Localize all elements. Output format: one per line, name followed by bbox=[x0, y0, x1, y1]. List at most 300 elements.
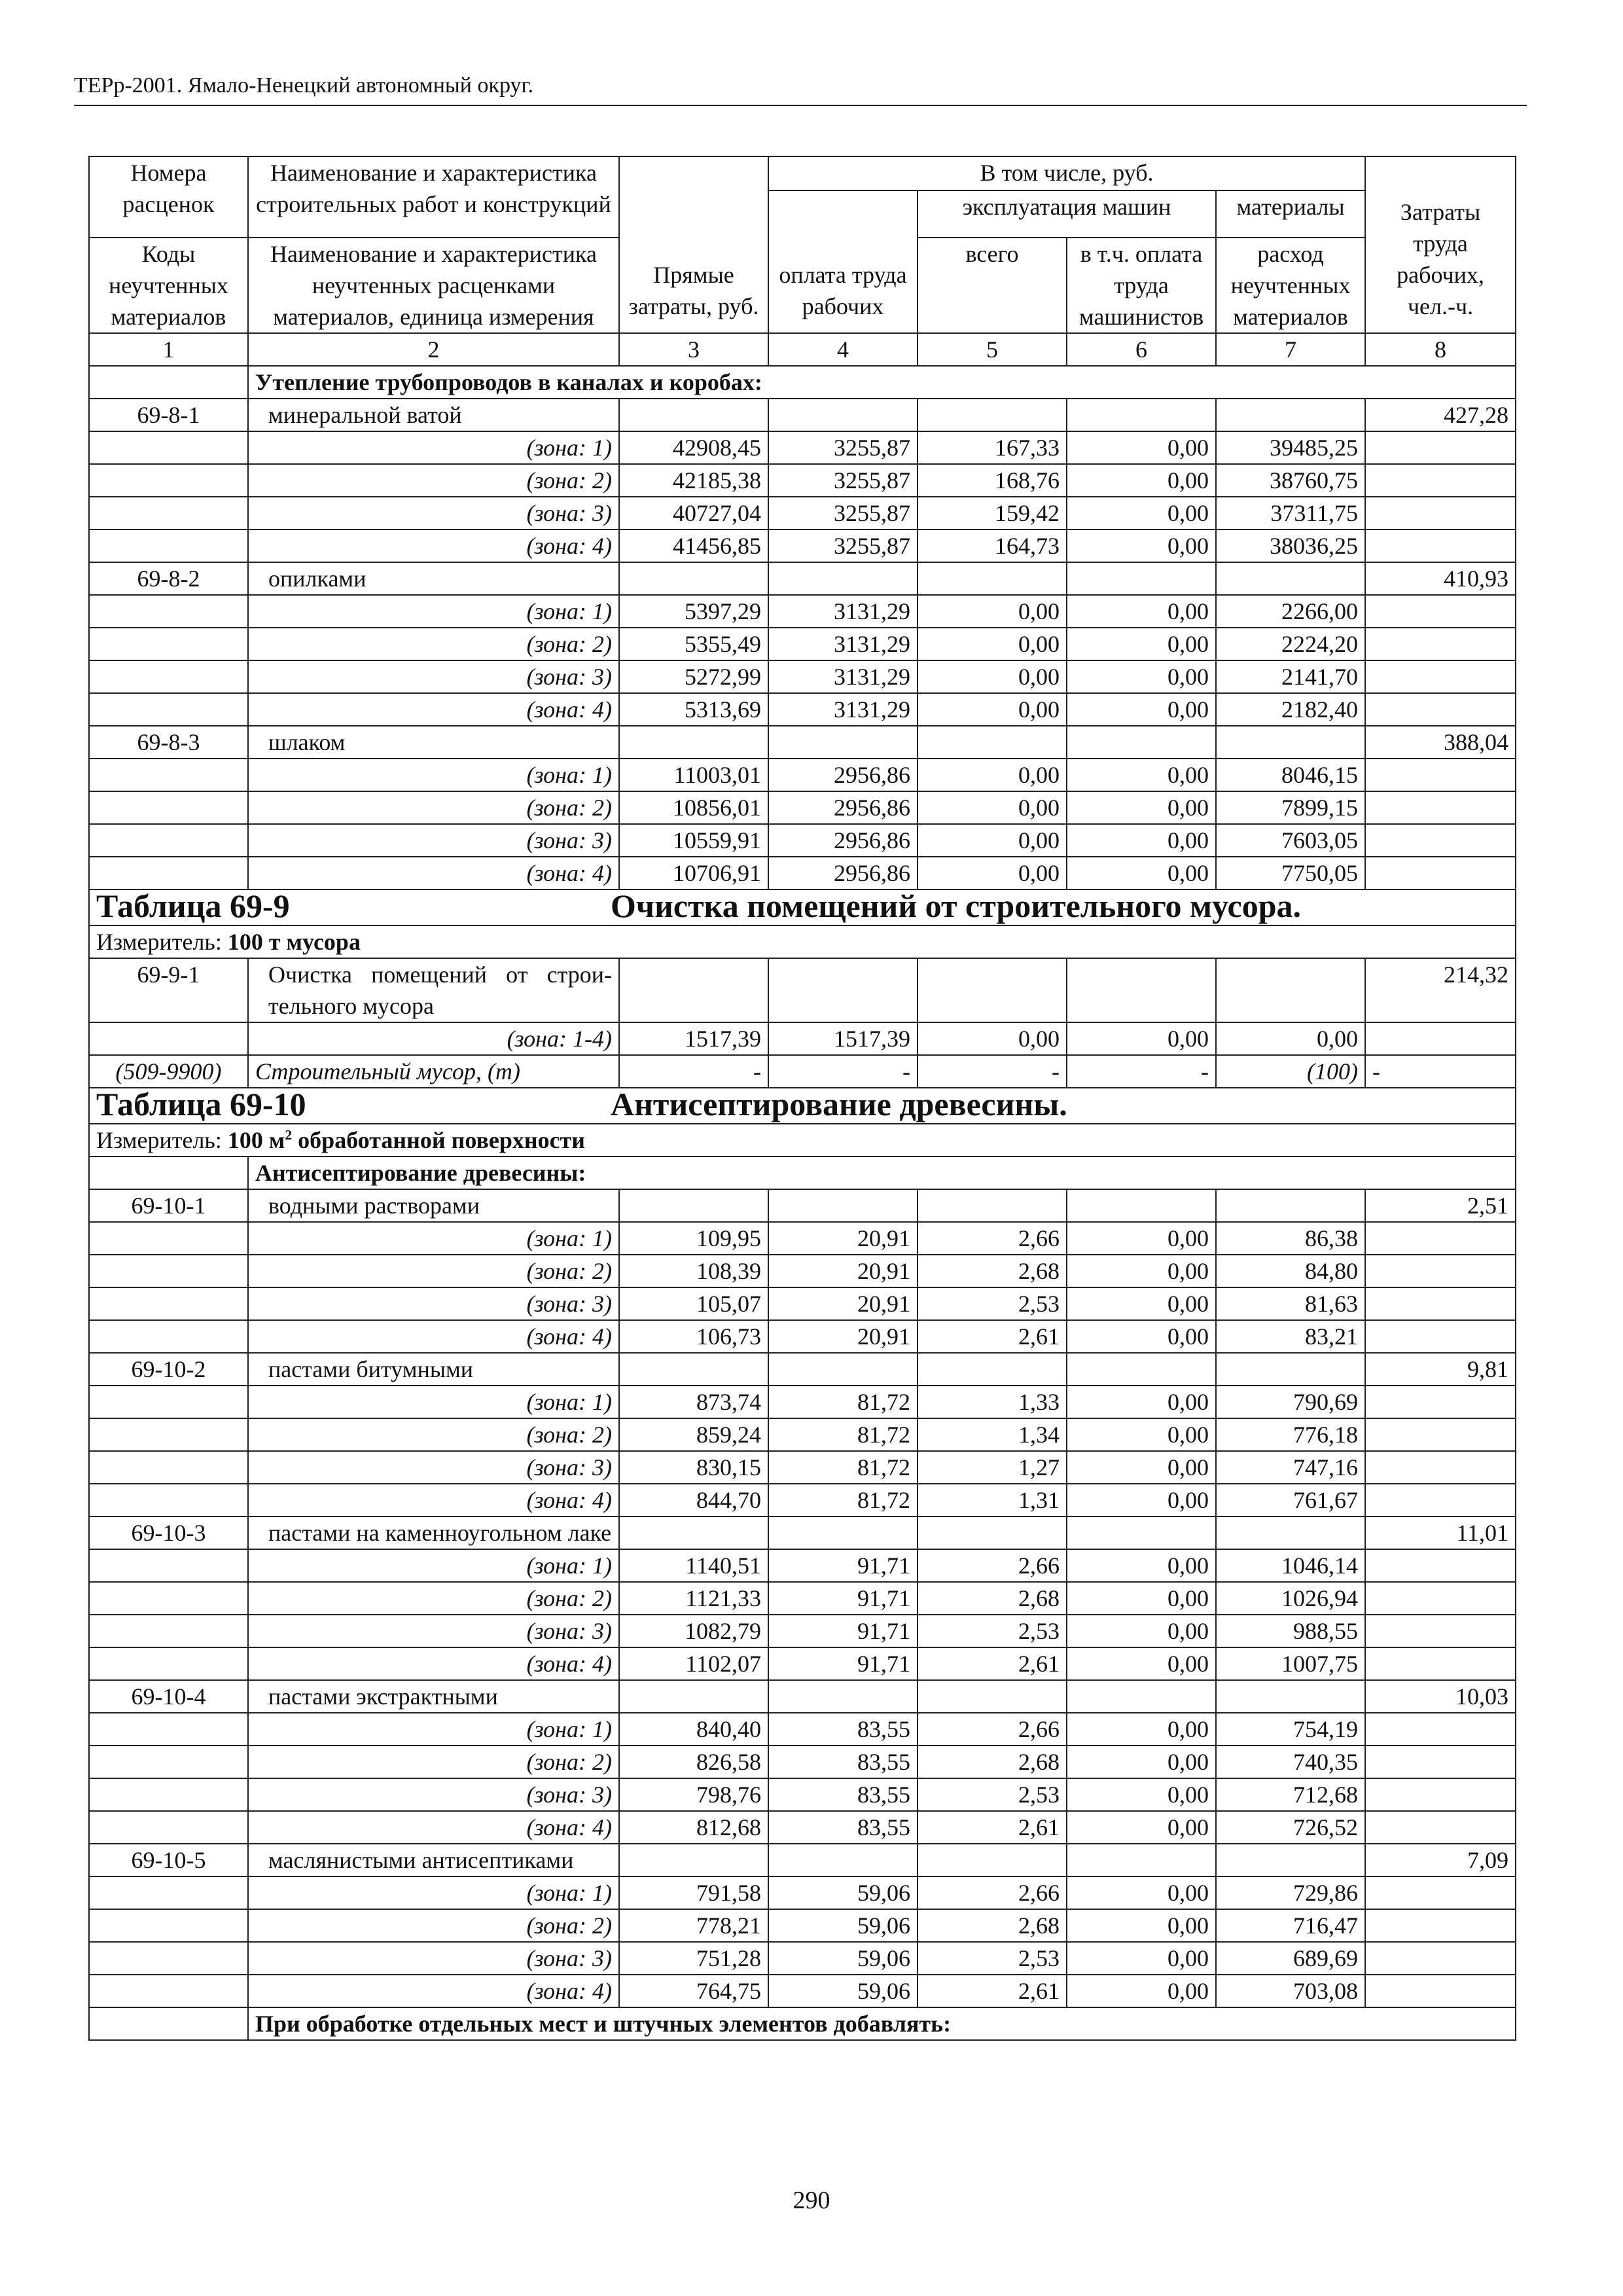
materials-cost: 37311,75 bbox=[1216, 497, 1365, 529]
empty-cell bbox=[619, 1844, 768, 1876]
direct-cost: 40727,04 bbox=[619, 497, 768, 529]
empty-cell bbox=[1216, 1516, 1365, 1549]
table-cell: - bbox=[1067, 1055, 1216, 1088]
labor-hours: 9,81 bbox=[1365, 1353, 1516, 1386]
empty-cell bbox=[89, 1582, 248, 1615]
material-quantity: (100) bbox=[1216, 1055, 1365, 1088]
labor-pay: 83,55 bbox=[768, 1778, 918, 1811]
empty-cell bbox=[1365, 431, 1516, 464]
empty-cell bbox=[1216, 1680, 1365, 1713]
machines-total: 164,73 bbox=[918, 529, 1067, 562]
materials-cost: 754,19 bbox=[1216, 1713, 1365, 1746]
empty-cell bbox=[619, 1680, 768, 1713]
empty-cell bbox=[1365, 791, 1516, 824]
machines-labor: 0,00 bbox=[1067, 857, 1216, 889]
machines-labor: 0,00 bbox=[1067, 824, 1216, 857]
empty-cell bbox=[1216, 1353, 1365, 1386]
materials-cost: 790,69 bbox=[1216, 1386, 1365, 1418]
rate-row bbox=[89, 1189, 1516, 1222]
materials-cost: 83,21 bbox=[1216, 1320, 1365, 1353]
labor-pay: 59,06 bbox=[768, 1909, 918, 1942]
material-name: Строительный мусор, (т) bbox=[248, 1055, 619, 1088]
empty-cell bbox=[89, 1746, 248, 1778]
empty-cell bbox=[89, 2007, 248, 2040]
machines-labor: 0,00 bbox=[1067, 431, 1216, 464]
direct-cost: 11003,01 bbox=[619, 759, 768, 791]
col-number: 3 bbox=[619, 333, 768, 366]
empty-cell bbox=[918, 1189, 1067, 1222]
zone-row bbox=[89, 1647, 1516, 1680]
machines-total: 1,31 bbox=[918, 1484, 1067, 1516]
empty-cell bbox=[1365, 1713, 1516, 1746]
machines-labor: 0,00 bbox=[1067, 1418, 1216, 1451]
materials-cost: 1007,75 bbox=[1216, 1647, 1365, 1680]
empty-cell bbox=[619, 399, 768, 431]
machines-total: 0,00 bbox=[918, 628, 1067, 660]
machines-total: 167,33 bbox=[918, 431, 1067, 464]
machines-labor: 0,00 bbox=[1067, 1942, 1216, 1975]
zone-label: (зона: 3) bbox=[248, 660, 619, 693]
empty-cell bbox=[1216, 726, 1365, 759]
col-materials-unaccounted: расход неучтенных материалов bbox=[1216, 238, 1365, 333]
col-number: 7 bbox=[1216, 333, 1365, 366]
machines-total: 2,68 bbox=[918, 1909, 1067, 1942]
empty-cell bbox=[918, 399, 1067, 431]
table-cell: - bbox=[768, 1055, 918, 1088]
machines-labor: 0,00 bbox=[1067, 1975, 1216, 2007]
empty-cell bbox=[918, 1516, 1067, 1549]
machines-labor: 0,00 bbox=[1067, 464, 1216, 497]
zone-label: (зона: 2) bbox=[248, 1746, 619, 1778]
labor-pay: 2956,86 bbox=[768, 759, 918, 791]
machines-labor: 0,00 bbox=[1067, 1320, 1216, 1353]
empty-cell bbox=[768, 1844, 918, 1876]
measure-value: 100 м bbox=[227, 1127, 285, 1153]
measure-value: 100 т мусора bbox=[227, 929, 361, 955]
col-labor-cost: Затраты труда рабочих, чел.-ч. bbox=[1365, 156, 1516, 333]
empty-cell bbox=[89, 1451, 248, 1484]
zone-row bbox=[89, 1811, 1516, 1844]
zone-label: (зона: 3) bbox=[248, 497, 619, 529]
empty-cell bbox=[89, 529, 248, 562]
machines-labor: 0,00 bbox=[1067, 1647, 1216, 1680]
zone-row bbox=[89, 1582, 1516, 1615]
machines-labor: 0,00 bbox=[1067, 595, 1216, 628]
direct-cost: 106,73 bbox=[619, 1320, 768, 1353]
direct-cost: 1121,33 bbox=[619, 1582, 768, 1615]
machines-labor: 0,00 bbox=[1067, 791, 1216, 824]
machines-labor: 0,00 bbox=[1067, 1746, 1216, 1778]
materials-cost: 747,16 bbox=[1216, 1451, 1365, 1484]
zone-label: (зона: 3) bbox=[248, 1942, 619, 1975]
zone-label: (зона: 2) bbox=[248, 628, 619, 660]
table-title bbox=[89, 889, 1516, 925]
col-machines: эксплуатация машин bbox=[918, 190, 1216, 238]
rate-code: 69-10-5 bbox=[89, 1844, 248, 1876]
materials-cost: 2141,70 bbox=[1216, 660, 1365, 693]
table-cell: - bbox=[1365, 1055, 1516, 1088]
direct-cost: 109,95 bbox=[619, 1222, 768, 1255]
empty-cell bbox=[619, 562, 768, 595]
empty-cell bbox=[619, 1353, 768, 1386]
zone-row bbox=[89, 824, 1516, 857]
col-rate-no: Номера расценок bbox=[89, 156, 248, 238]
zone-label: (зона: 3) bbox=[248, 1451, 619, 1484]
empty-cell bbox=[89, 1484, 248, 1516]
machines-labor: 0,00 bbox=[1067, 1811, 1216, 1844]
measure bbox=[89, 925, 1516, 958]
section-heading: Антисептирование древесины: bbox=[248, 1157, 1516, 1189]
col-direct: Прямые затраты, руб. bbox=[619, 156, 768, 333]
zone-row bbox=[89, 759, 1516, 791]
empty-cell bbox=[89, 497, 248, 529]
empty-cell bbox=[89, 1287, 248, 1320]
zone-row bbox=[89, 431, 1516, 464]
empty-cell bbox=[1365, 1942, 1516, 1975]
machines-total: 159,42 bbox=[918, 497, 1067, 529]
zone-label: (зона: 1) bbox=[248, 431, 619, 464]
empty-cell bbox=[1365, 1778, 1516, 1811]
empty-cell bbox=[619, 1189, 768, 1222]
col-number: 4 bbox=[768, 333, 918, 366]
direct-cost: 1082,79 bbox=[619, 1615, 768, 1647]
labor-pay: 3131,29 bbox=[768, 660, 918, 693]
rate-row bbox=[89, 399, 1516, 431]
section-heading-row bbox=[89, 2007, 1516, 2040]
zone-row bbox=[89, 595, 1516, 628]
empty-cell bbox=[1216, 399, 1365, 431]
col-labor: оплата труда рабочих bbox=[768, 190, 918, 333]
materials-cost: 8046,15 bbox=[1216, 759, 1365, 791]
labor-pay: 20,91 bbox=[768, 1287, 918, 1320]
table-name: Антисептирование древесины. bbox=[611, 1088, 1067, 1122]
labor-pay: 1517,39 bbox=[768, 1022, 918, 1055]
materials-cost: 7899,15 bbox=[1216, 791, 1365, 824]
zone-label: (зона: 4) bbox=[248, 1320, 619, 1353]
empty-cell bbox=[1067, 399, 1216, 431]
machines-total: 2,53 bbox=[918, 1287, 1067, 1320]
empty-cell bbox=[1067, 726, 1216, 759]
empty-cell bbox=[918, 1680, 1067, 1713]
header-rule bbox=[74, 105, 1527, 106]
direct-cost: 791,58 bbox=[619, 1876, 768, 1909]
labor-hours: 2,51 bbox=[1365, 1189, 1516, 1222]
empty-cell bbox=[1365, 1876, 1516, 1909]
col-number: 8 bbox=[1365, 333, 1516, 366]
zone-row bbox=[89, 1418, 1516, 1451]
direct-cost: 840,40 bbox=[619, 1713, 768, 1746]
rate-name: маслянистыми антисептиками bbox=[248, 1844, 619, 1876]
zone-label: (зона: 1) bbox=[248, 1549, 619, 1582]
labor-pay: 81,72 bbox=[768, 1418, 918, 1451]
direct-cost: 826,58 bbox=[619, 1746, 768, 1778]
labor-hours: 7,09 bbox=[1365, 1844, 1516, 1876]
empty-cell bbox=[918, 1844, 1067, 1876]
rate-name: шлаком bbox=[248, 726, 619, 759]
empty-cell bbox=[619, 726, 768, 759]
table-title-row bbox=[89, 889, 1516, 925]
materials-cost: 716,47 bbox=[1216, 1909, 1365, 1942]
rate-row bbox=[89, 1353, 1516, 1386]
labor-pay: 91,71 bbox=[768, 1647, 918, 1680]
labor-pay: 2956,86 bbox=[768, 824, 918, 857]
table-title bbox=[89, 1088, 1516, 1124]
rate-row bbox=[89, 958, 1516, 1022]
direct-cost: 5272,99 bbox=[619, 660, 768, 693]
empty-cell bbox=[1365, 1975, 1516, 2007]
materials-cost: 726,52 bbox=[1216, 1811, 1365, 1844]
rate-name: пастами битумными bbox=[248, 1353, 619, 1386]
zone-row bbox=[89, 1778, 1516, 1811]
zone-label: (зона: 4) bbox=[248, 529, 619, 562]
empty-cell bbox=[1365, 1320, 1516, 1353]
labor-hours: 11,01 bbox=[1365, 1516, 1516, 1549]
zone-label: (зона: 3) bbox=[248, 1287, 619, 1320]
zone-label: (зона: 2) bbox=[248, 1418, 619, 1451]
empty-cell bbox=[89, 1975, 248, 2007]
machines-total: 2,66 bbox=[918, 1549, 1067, 1582]
empty-cell bbox=[89, 660, 248, 693]
empty-cell bbox=[89, 1222, 248, 1255]
empty-cell bbox=[89, 1549, 248, 1582]
materials-cost: 7603,05 bbox=[1216, 824, 1365, 857]
empty-cell bbox=[1067, 1189, 1216, 1222]
col-mat-codes: Коды неучтенных материалов bbox=[89, 238, 248, 333]
zone-row bbox=[89, 1320, 1516, 1353]
zone-label: (зона: 4) bbox=[248, 1484, 619, 1516]
machines-labor: 0,00 bbox=[1067, 660, 1216, 693]
materials-cost: 761,67 bbox=[1216, 1484, 1365, 1516]
empty-cell bbox=[768, 726, 918, 759]
zone-label: (зона: 1) bbox=[248, 1713, 619, 1746]
labor-pay: 20,91 bbox=[768, 1255, 918, 1287]
zone-row bbox=[89, 1484, 1516, 1516]
rate-code: 69-10-4 bbox=[89, 1680, 248, 1713]
empty-cell bbox=[1365, 1022, 1516, 1055]
direct-cost: 751,28 bbox=[619, 1942, 768, 1975]
empty-cell bbox=[1365, 1615, 1516, 1647]
empty-cell bbox=[89, 1811, 248, 1844]
materials-cost: 38760,75 bbox=[1216, 464, 1365, 497]
machines-total: 0,00 bbox=[918, 660, 1067, 693]
col-materials: материалы bbox=[1216, 190, 1365, 238]
zone-row bbox=[89, 497, 1516, 529]
empty-cell bbox=[89, 1942, 248, 1975]
empty-cell bbox=[89, 1320, 248, 1353]
machines-total: 1,34 bbox=[918, 1418, 1067, 1451]
col-mat-names: Наименование и характеристика неучтенных расценками материалов, единица измерения bbox=[248, 238, 619, 333]
rates-table bbox=[88, 156, 1516, 2041]
machines-total: 2,61 bbox=[918, 1811, 1067, 1844]
zone-label: (зона: 4) bbox=[248, 693, 619, 726]
labor-pay: 3255,87 bbox=[768, 431, 918, 464]
empty-cell bbox=[1365, 497, 1516, 529]
direct-cost: 859,24 bbox=[619, 1418, 768, 1451]
labor-pay: 3131,29 bbox=[768, 628, 918, 660]
empty-cell bbox=[89, 1022, 248, 1055]
materials-cost: 988,55 bbox=[1216, 1615, 1365, 1647]
zone-row bbox=[89, 1975, 1516, 2007]
machines-total: 0,00 bbox=[918, 595, 1067, 628]
machines-labor: 0,00 bbox=[1067, 529, 1216, 562]
empty-cell bbox=[1365, 1386, 1516, 1418]
empty-cell bbox=[1365, 1549, 1516, 1582]
machines-total: 0,00 bbox=[918, 759, 1067, 791]
machines-total: 2,68 bbox=[918, 1582, 1067, 1615]
empty-cell bbox=[1365, 1287, 1516, 1320]
machines-labor: 0,00 bbox=[1067, 1909, 1216, 1942]
materials-cost: 7750,05 bbox=[1216, 857, 1365, 889]
materials-cost: 1026,94 bbox=[1216, 1582, 1365, 1615]
zone-label: (зона: 4) bbox=[248, 857, 619, 889]
page-number: 290 bbox=[793, 2187, 830, 2214]
empty-cell bbox=[89, 464, 248, 497]
machines-total: 0,00 bbox=[918, 857, 1067, 889]
materials-cost: 2224,20 bbox=[1216, 628, 1365, 660]
machines-labor: 0,00 bbox=[1067, 1386, 1216, 1418]
materials-cost: 84,80 bbox=[1216, 1255, 1365, 1287]
direct-cost: 844,70 bbox=[619, 1484, 768, 1516]
empty-cell bbox=[1365, 1811, 1516, 1844]
materials-cost: 712,68 bbox=[1216, 1778, 1365, 1811]
col-work-name: Наименование и характеристика строительных работ и конструкций bbox=[248, 156, 619, 238]
machines-total: 2,66 bbox=[918, 1876, 1067, 1909]
labor-pay: 2956,86 bbox=[768, 857, 918, 889]
empty-cell bbox=[1216, 562, 1365, 595]
rate-name: водными растворами bbox=[248, 1189, 619, 1222]
empty-cell bbox=[89, 366, 248, 399]
machines-total: 2,66 bbox=[918, 1222, 1067, 1255]
empty-cell bbox=[1067, 1844, 1216, 1876]
empty-cell bbox=[768, 1189, 918, 1222]
empty-cell bbox=[89, 1876, 248, 1909]
empty-cell bbox=[1365, 1484, 1516, 1516]
labor-hours: 388,04 bbox=[1365, 726, 1516, 759]
rate-code: 69-9-1 bbox=[89, 958, 248, 1022]
zone-label: (зона: 3) bbox=[248, 1778, 619, 1811]
empty-cell bbox=[1216, 1189, 1365, 1222]
col-number: 1 bbox=[89, 333, 248, 366]
machines-labor: 0,00 bbox=[1067, 1255, 1216, 1287]
empty-cell bbox=[619, 958, 768, 1022]
direct-cost: 5355,49 bbox=[619, 628, 768, 660]
empty-cell bbox=[89, 693, 248, 726]
machines-total: 2,68 bbox=[918, 1746, 1067, 1778]
labor-pay: 59,06 bbox=[768, 1942, 918, 1975]
rate-code: 69-8-1 bbox=[89, 399, 248, 431]
machines-labor: 0,00 bbox=[1067, 1484, 1216, 1516]
machines-labor: 0,00 bbox=[1067, 1222, 1216, 1255]
materials-cost: 2182,40 bbox=[1216, 693, 1365, 726]
empty-cell bbox=[768, 958, 918, 1022]
zone-label: (зона: 1-4) bbox=[248, 1022, 619, 1055]
empty-cell bbox=[89, 857, 248, 889]
machines-total: 1,27 bbox=[918, 1451, 1067, 1484]
empty-cell bbox=[1216, 958, 1365, 1022]
direct-cost: 105,07 bbox=[619, 1287, 768, 1320]
zone-row bbox=[89, 1022, 1516, 1055]
section-heading-row bbox=[89, 366, 1516, 399]
empty-cell bbox=[768, 562, 918, 595]
empty-cell bbox=[89, 1778, 248, 1811]
empty-cell bbox=[89, 431, 248, 464]
machines-labor: 0,00 bbox=[1067, 1713, 1216, 1746]
empty-cell bbox=[89, 1909, 248, 1942]
machines-total: 2,61 bbox=[918, 1975, 1067, 2007]
direct-cost: 42185,38 bbox=[619, 464, 768, 497]
zone-label: (зона: 4) bbox=[248, 1647, 619, 1680]
zone-row bbox=[89, 1909, 1516, 1942]
empty-cell bbox=[768, 1353, 918, 1386]
empty-cell bbox=[768, 1516, 918, 1549]
direct-cost: 10856,01 bbox=[619, 791, 768, 824]
empty-cell bbox=[1365, 824, 1516, 857]
empty-cell bbox=[1365, 1255, 1516, 1287]
empty-cell bbox=[1365, 1582, 1516, 1615]
col-number: 2 bbox=[248, 333, 619, 366]
rate-name: Очистка помещений от строи-тельного мусора bbox=[248, 958, 619, 1022]
measure bbox=[89, 1124, 1516, 1157]
empty-cell bbox=[89, 1255, 248, 1287]
table-cell: - bbox=[619, 1055, 768, 1088]
machines-total: 168,76 bbox=[918, 464, 1067, 497]
machines-labor: 0,00 bbox=[1067, 1615, 1216, 1647]
zone-label: (зона: 2) bbox=[248, 1582, 619, 1615]
measure-row bbox=[89, 1124, 1516, 1157]
rate-name: пастами экстрактными bbox=[248, 1680, 619, 1713]
empty-cell bbox=[89, 824, 248, 857]
empty-cell bbox=[89, 1713, 248, 1746]
col-number: 6 bbox=[1067, 333, 1216, 366]
machines-labor: 0,00 bbox=[1067, 1022, 1216, 1055]
zone-label: (зона: 3) bbox=[248, 1615, 619, 1647]
rate-name: опилками bbox=[248, 562, 619, 595]
direct-cost: 764,75 bbox=[619, 1975, 768, 2007]
col-incl: В том числе, руб. bbox=[768, 156, 1365, 190]
measure-value-rest: обработанной поверхности bbox=[292, 1127, 586, 1153]
labor-pay: 2956,86 bbox=[768, 791, 918, 824]
empty-cell bbox=[1067, 958, 1216, 1022]
empty-cell bbox=[619, 1516, 768, 1549]
zone-row bbox=[89, 1713, 1516, 1746]
direct-cost: 41456,85 bbox=[619, 529, 768, 562]
direct-cost: 778,21 bbox=[619, 1909, 768, 1942]
labor-hours: 214,32 bbox=[1365, 958, 1516, 1022]
materials-cost: 2266,00 bbox=[1216, 595, 1365, 628]
labor-pay: 83,55 bbox=[768, 1713, 918, 1746]
labor-pay: 81,72 bbox=[768, 1451, 918, 1484]
empty-cell bbox=[89, 1157, 248, 1189]
zone-row bbox=[89, 1222, 1516, 1255]
measure-row bbox=[89, 925, 1516, 958]
empty-cell bbox=[89, 595, 248, 628]
measure-label: Измеритель: bbox=[96, 929, 222, 955]
zone-row bbox=[89, 529, 1516, 562]
zone-label: (зона: 1) bbox=[248, 1876, 619, 1909]
direct-cost: 812,68 bbox=[619, 1811, 768, 1844]
empty-cell bbox=[89, 1418, 248, 1451]
table-title-row bbox=[89, 1088, 1516, 1124]
zone-row bbox=[89, 1876, 1516, 1909]
materials-cost: 86,38 bbox=[1216, 1222, 1365, 1255]
empty-cell bbox=[1365, 693, 1516, 726]
zone-label: (зона: 2) bbox=[248, 1909, 619, 1942]
section-heading-row bbox=[89, 1157, 1516, 1189]
empty-cell bbox=[1365, 1222, 1516, 1255]
labor-pay: 3131,29 bbox=[768, 595, 918, 628]
zone-row bbox=[89, 660, 1516, 693]
zone-label: (зона: 4) bbox=[248, 1811, 619, 1844]
